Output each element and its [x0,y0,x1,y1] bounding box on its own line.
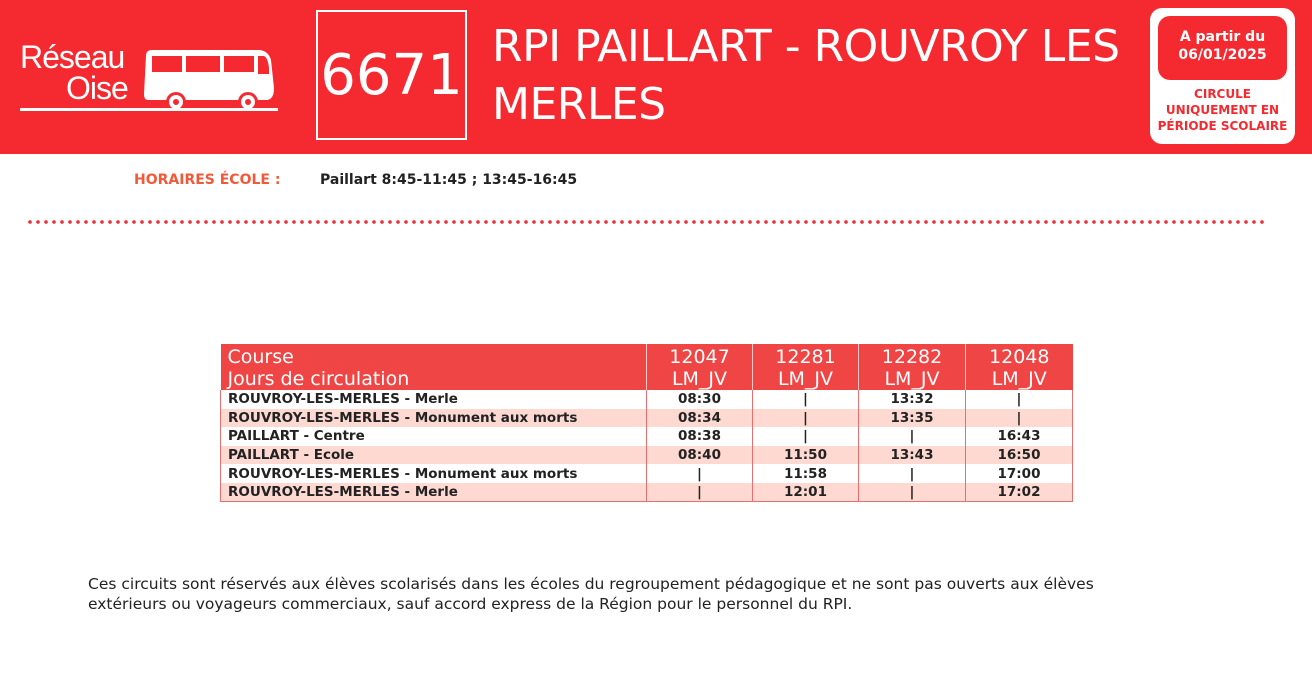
logo-text-line1: Réseau [20,39,125,75]
table-row [221,409,1073,428]
time-cell: 11:58 [753,464,859,483]
stop-name: ROUVROY-LES-MERLES - Merle [221,483,647,502]
validity-date-value: 06/01/2025 [1178,47,1267,63]
course-days: LM_JV [884,368,940,390]
time-cell: 13:43 [859,446,966,465]
school-hours-label: HORAIRES ÉCOLE : [134,172,281,188]
course-header [966,344,1073,390]
time-cell: | [859,427,966,446]
reseau-oise-logo[interactable] [18,39,280,114]
logo-underline [20,108,278,111]
time-cell: 08:38 [647,427,753,446]
time-cell: 16:50 [966,446,1073,465]
table-row [221,390,1073,409]
time-cell: 08:34 [647,409,753,428]
school-period-note-line1: CIRCULE [1194,87,1251,101]
time-cell: | [966,390,1073,409]
timetable-header-labels [221,344,647,390]
course-header [859,344,966,390]
stop-name: ROUVROY-LES-MERLES - Merle [221,390,647,409]
time-cell: 17:02 [966,483,1073,502]
table-row [221,464,1073,483]
validity-date-label: A partir du [1179,29,1266,45]
footnote: Ces circuits sont réservés aux élèves scolarisés dans les écoles du regroupement pédagogique et ne sont pas ouverts aux élèves extérieurs ou voyageurs commerciaux, sauf accord express de la Région pour le personnel du RPI. [88,575,1094,613]
course-id: 12282 [881,346,943,368]
time-cell: 11:50 [753,446,859,465]
course-id: 12047 [669,346,730,368]
time-cell: | [753,390,859,409]
time-cell: 17:00 [966,464,1073,483]
time-cell: | [859,483,966,502]
bus-icon [140,48,280,112]
dotted-divider [26,219,1266,225]
time-cell: | [647,483,753,502]
course-id: 12281 [775,346,836,368]
time-cell: | [753,427,859,446]
course-days: LM_JV [991,368,1047,390]
school-hours-value: Paillart 8:45-11:45 ; 13:45-16:45 [320,172,578,188]
validity-date [1158,16,1287,80]
header-banner [0,0,1312,154]
school-period-note-line3: PÉRIODE SCOLAIRE [1157,119,1288,133]
logo-text-line2: Oise [66,70,128,106]
table-row [221,483,1073,502]
header-course-label: Course [227,346,294,368]
stop-name: PAILLART - Centre [221,427,647,446]
time-cell: 16:43 [966,427,1073,446]
stop-name: ROUVROY-LES-MERLES - Monument aux morts [221,464,647,483]
course-days: LM_JV [671,368,728,390]
line-number: 6671 [316,10,467,140]
time-cell: | [966,409,1073,428]
course-id: 12048 [989,346,1050,368]
time-cell: 12:01 [753,483,859,502]
time-cell: 13:35 [859,409,966,428]
validity-badge [1150,8,1295,144]
timetable [220,344,1073,502]
time-cell: | [753,409,859,428]
course-days: LM_JV [777,368,834,390]
timetable-header-row [221,344,1073,390]
stop-name: ROUVROY-LES-MERLES - Monument aux morts [221,409,647,428]
stop-name: PAILLART - Ecole [221,446,647,465]
time-cell: 13:32 [859,390,966,409]
course-header [753,344,859,390]
table-row [221,446,1073,465]
time-cell: 08:40 [647,446,753,465]
school-hours [0,172,1312,192]
time-cell: | [647,464,753,483]
time-cell: 08:30 [647,390,753,409]
logo-text [20,39,128,106]
course-header [647,344,753,390]
school-period-note-line2: UNIQUEMENT EN [1165,103,1280,117]
header-days-label: Jours de circulation [227,368,410,390]
table-row [221,427,1073,446]
time-cell: | [859,464,966,483]
school-period-note [1150,86,1295,134]
line-title: RPI PAILLART - ROUVROY LES MERLES [492,21,1120,130]
